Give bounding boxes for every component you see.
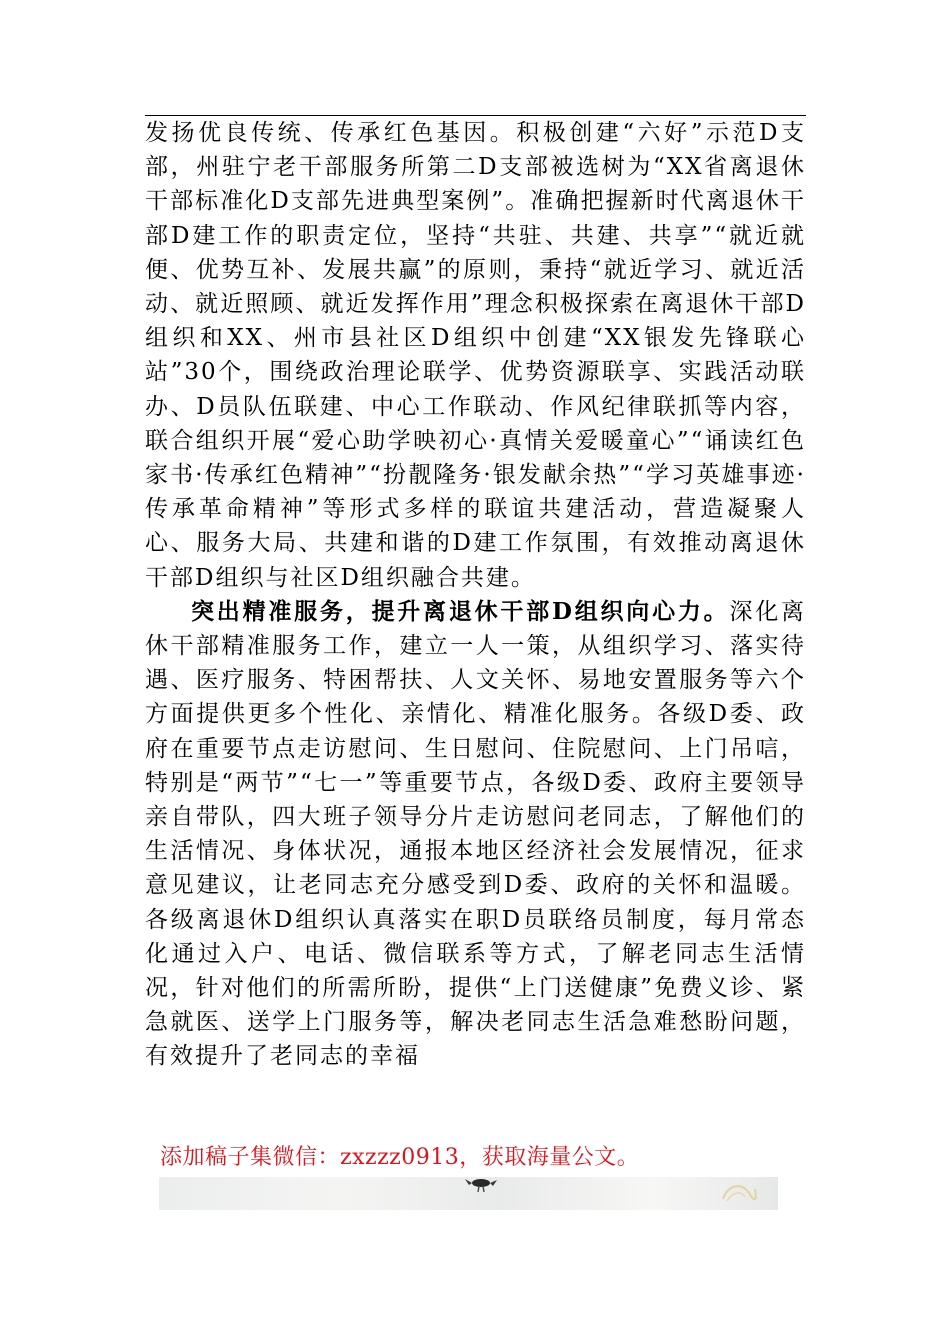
paragraph-1: 发扬优良传统、传承红色基因。积极创建“六好”示范D支部，州驻宁老干部服务所第二D支部被选树为“XX省离退休干部标准化D支部先进典型案例”。准确把握新时代离退休干部D建工作的职责定位，坚持“共驻、共建、共享”“就近就便、优势互补、发展共赢”的原则，秉持“就近学习、就近活动、就近照顾、就近发挥作用”理念积极探索在离退休干部D组织和XX、州市县社区D组织中创建“XX银发先锋联心站”30个，围绕政治理论联学、优势资源联享、实践活动联办、D员队伍联建、中心工作联动、作风纪律联抓等内容，联合组织开展“爱心助学映初心·真情关爱暖童心”“诵读红色家书·传承红色精神”“扮靓隆务·银发献余热”“学习英雄事迹·传承革命精神”等形式多样的联谊共建活动，营造凝聚人心、服务大局、共建和谐的D建工作氛围，有效推动离退休干部D组织与社区D组织融合共建。 xyxy=(145,120,806,591)
paragraph-2 xyxy=(145,595,806,1074)
document-body xyxy=(145,116,806,1074)
promo-text: 添加稿子集微信：zxzzz0913，获取海量公文。 xyxy=(160,1145,640,1170)
scroll-ornament-icon xyxy=(719,1179,759,1205)
ink-bird-icon xyxy=(461,1177,501,1195)
footer-banner-image xyxy=(159,1177,778,1210)
paragraph-2-lead: 突出精准服务，提升离退休干部D组织向心力。 xyxy=(191,597,730,625)
paragraph-2-body: 深化离休干部精准服务工作，建立一人一策，从组织学习、落实待遇、医疗服务、特困帮扶、人文关怀、易地安置服务等六个方面提供更多个性化、亲情化、精准化服务。各级D委、政府在重要节点走访慰问、生日慰问、住院慰问、上门吊唁，特别是“两节”“七一”等重要节点，各级D委、政府主要领导亲自带队，四大班子领导分片走访慰问老同志，了解他们的生活情况、身体状况，通报本地区经济社会发展情况，征求意见建议，让老同志充分感受到D委、政府的关怀和温暖。各级离退休D组织认真落实在职D员联络员制度，每月常态化通过入户、电话、微信联系等方式，了解老同志生活情况，针对他们的所需所盼，提供“上门送健康”免费义诊、紧急就医、送学上门服务等，解决老同志生活急难愁盼问题，有效提升了老同志的幸福 xyxy=(145,598,807,1070)
